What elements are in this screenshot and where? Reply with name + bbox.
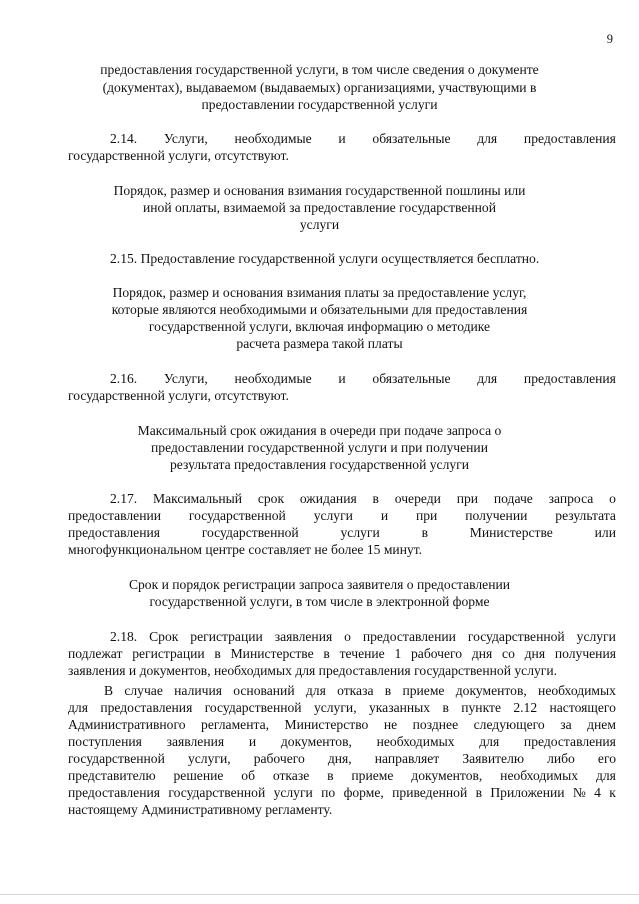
heading-wait-line-2: предоставлении государственной услуги и при получении: [151, 440, 488, 455]
paragraph-2-16-line-1: 2.16. Услуги, необходимые и обязательные для предоставления: [110, 371, 616, 386]
heading-wait-line-3: результата предоставления государственной услуги: [169, 457, 470, 472]
paragraph-2-17-line-3: предоставления государственной услуги в Министерстве или: [68, 525, 616, 540]
paragraph-refusal-line-4: поступления заявления и документов, необходимых для предоставления: [68, 734, 616, 749]
scan-bottom-edge: [0, 894, 639, 895]
paragraph-2-18-line-2: подлежат регистрации в Министерстве в течение 1 рабочего дня со дня получения: [68, 646, 616, 661]
paragraph-2-18-line-3: заявления и документов, необходимых для предоставления государственной услуги.: [68, 663, 558, 678]
heading-continuation-line-2: (документах), выдаваемом (выдаваемых) организациями, участвующими в: [102, 80, 537, 95]
heading-fee-line-3: государственной услуги, включая информацию о методике: [148, 319, 491, 334]
heading-reg-line-1: Срок и порядок регистрации запроса заявителя о предоставлении: [128, 577, 511, 592]
paragraph-refusal-line-6: представителю решение об отказе в приеме документов, необходимых для: [68, 768, 616, 783]
heading-duty-line-2: иной оплаты, взимаемой за предоставление государственной: [142, 200, 496, 215]
paragraph-refusal-line-1: В случае наличия оснований для отказа в приеме документов, необходимых: [104, 683, 616, 698]
heading-reg-line-2: государственной услуги, в том числе в электронной форме: [149, 594, 490, 609]
heading-continuation-line-3: предоставлении государственной услуги: [201, 97, 438, 112]
paragraph-2-14-line-2: государственной услуги, отсутствуют.: [68, 148, 289, 163]
paragraph-refusal-line-3: Административного регламента, Министерство не позднее следующего за днем: [68, 717, 616, 732]
paragraph-2-18-line-1: 2.18. Срок регистрации заявления о предоставлении государственной услуги: [110, 629, 616, 644]
heading-fee-line-4: расчета размера такой платы: [236, 336, 403, 351]
heading-duty-line-1: Порядок, размер и основания взимания государственной пошлины или: [113, 183, 526, 198]
heading-continuation-line-1: предоставления государственной услуги, в том числе сведения о документе: [100, 62, 539, 77]
paragraph-2-17-line-2: предоставлении государственной услуги и при получении результата: [68, 508, 616, 523]
heading-duty-line-3: услуги: [299, 217, 340, 232]
paragraph-2-16-line-2: государственной услуги, отсутствуют.: [68, 388, 289, 403]
paragraph-2-17-line-1: 2.17. Максимальный срок ожидания в очереди при подаче запроса о: [110, 491, 616, 506]
heading-fee-line-2: которые являются необходимыми и обязательными для предоставления: [111, 302, 528, 317]
paragraph-refusal-line-2: для предоставления государственной услуги, указанных в пункте 2.12 настоящего: [68, 700, 616, 715]
heading-fee-line-1: Порядок, размер и основания взимания платы за предоставление услуг,: [112, 285, 527, 300]
paragraph-refusal-line-5: государственной услуги, рабочего дня, направляет Заявителю либо его: [68, 751, 616, 766]
paragraph-2-14-line-1: 2.14. Услуги, необходимые и обязательные для предоставления: [110, 131, 616, 146]
paragraph-2-17-line-4: многофункциональном центре составляет не более 15 минут.: [68, 542, 423, 557]
page-number: 9: [606, 32, 613, 46]
paragraph-refusal-line-8: настоящему Административному регламенту.: [68, 802, 333, 817]
heading-wait-line-1: Максимальный срок ожидания в очереди при подаче запроса о: [137, 423, 502, 438]
paragraph-2-15: 2.15. Предоставление государственной услуги осуществляется бесплатно.: [110, 251, 540, 266]
paragraph-refusal-line-7: предоставления государственной услуги по форме, приведенной в Приложении № 4 к: [68, 785, 616, 800]
